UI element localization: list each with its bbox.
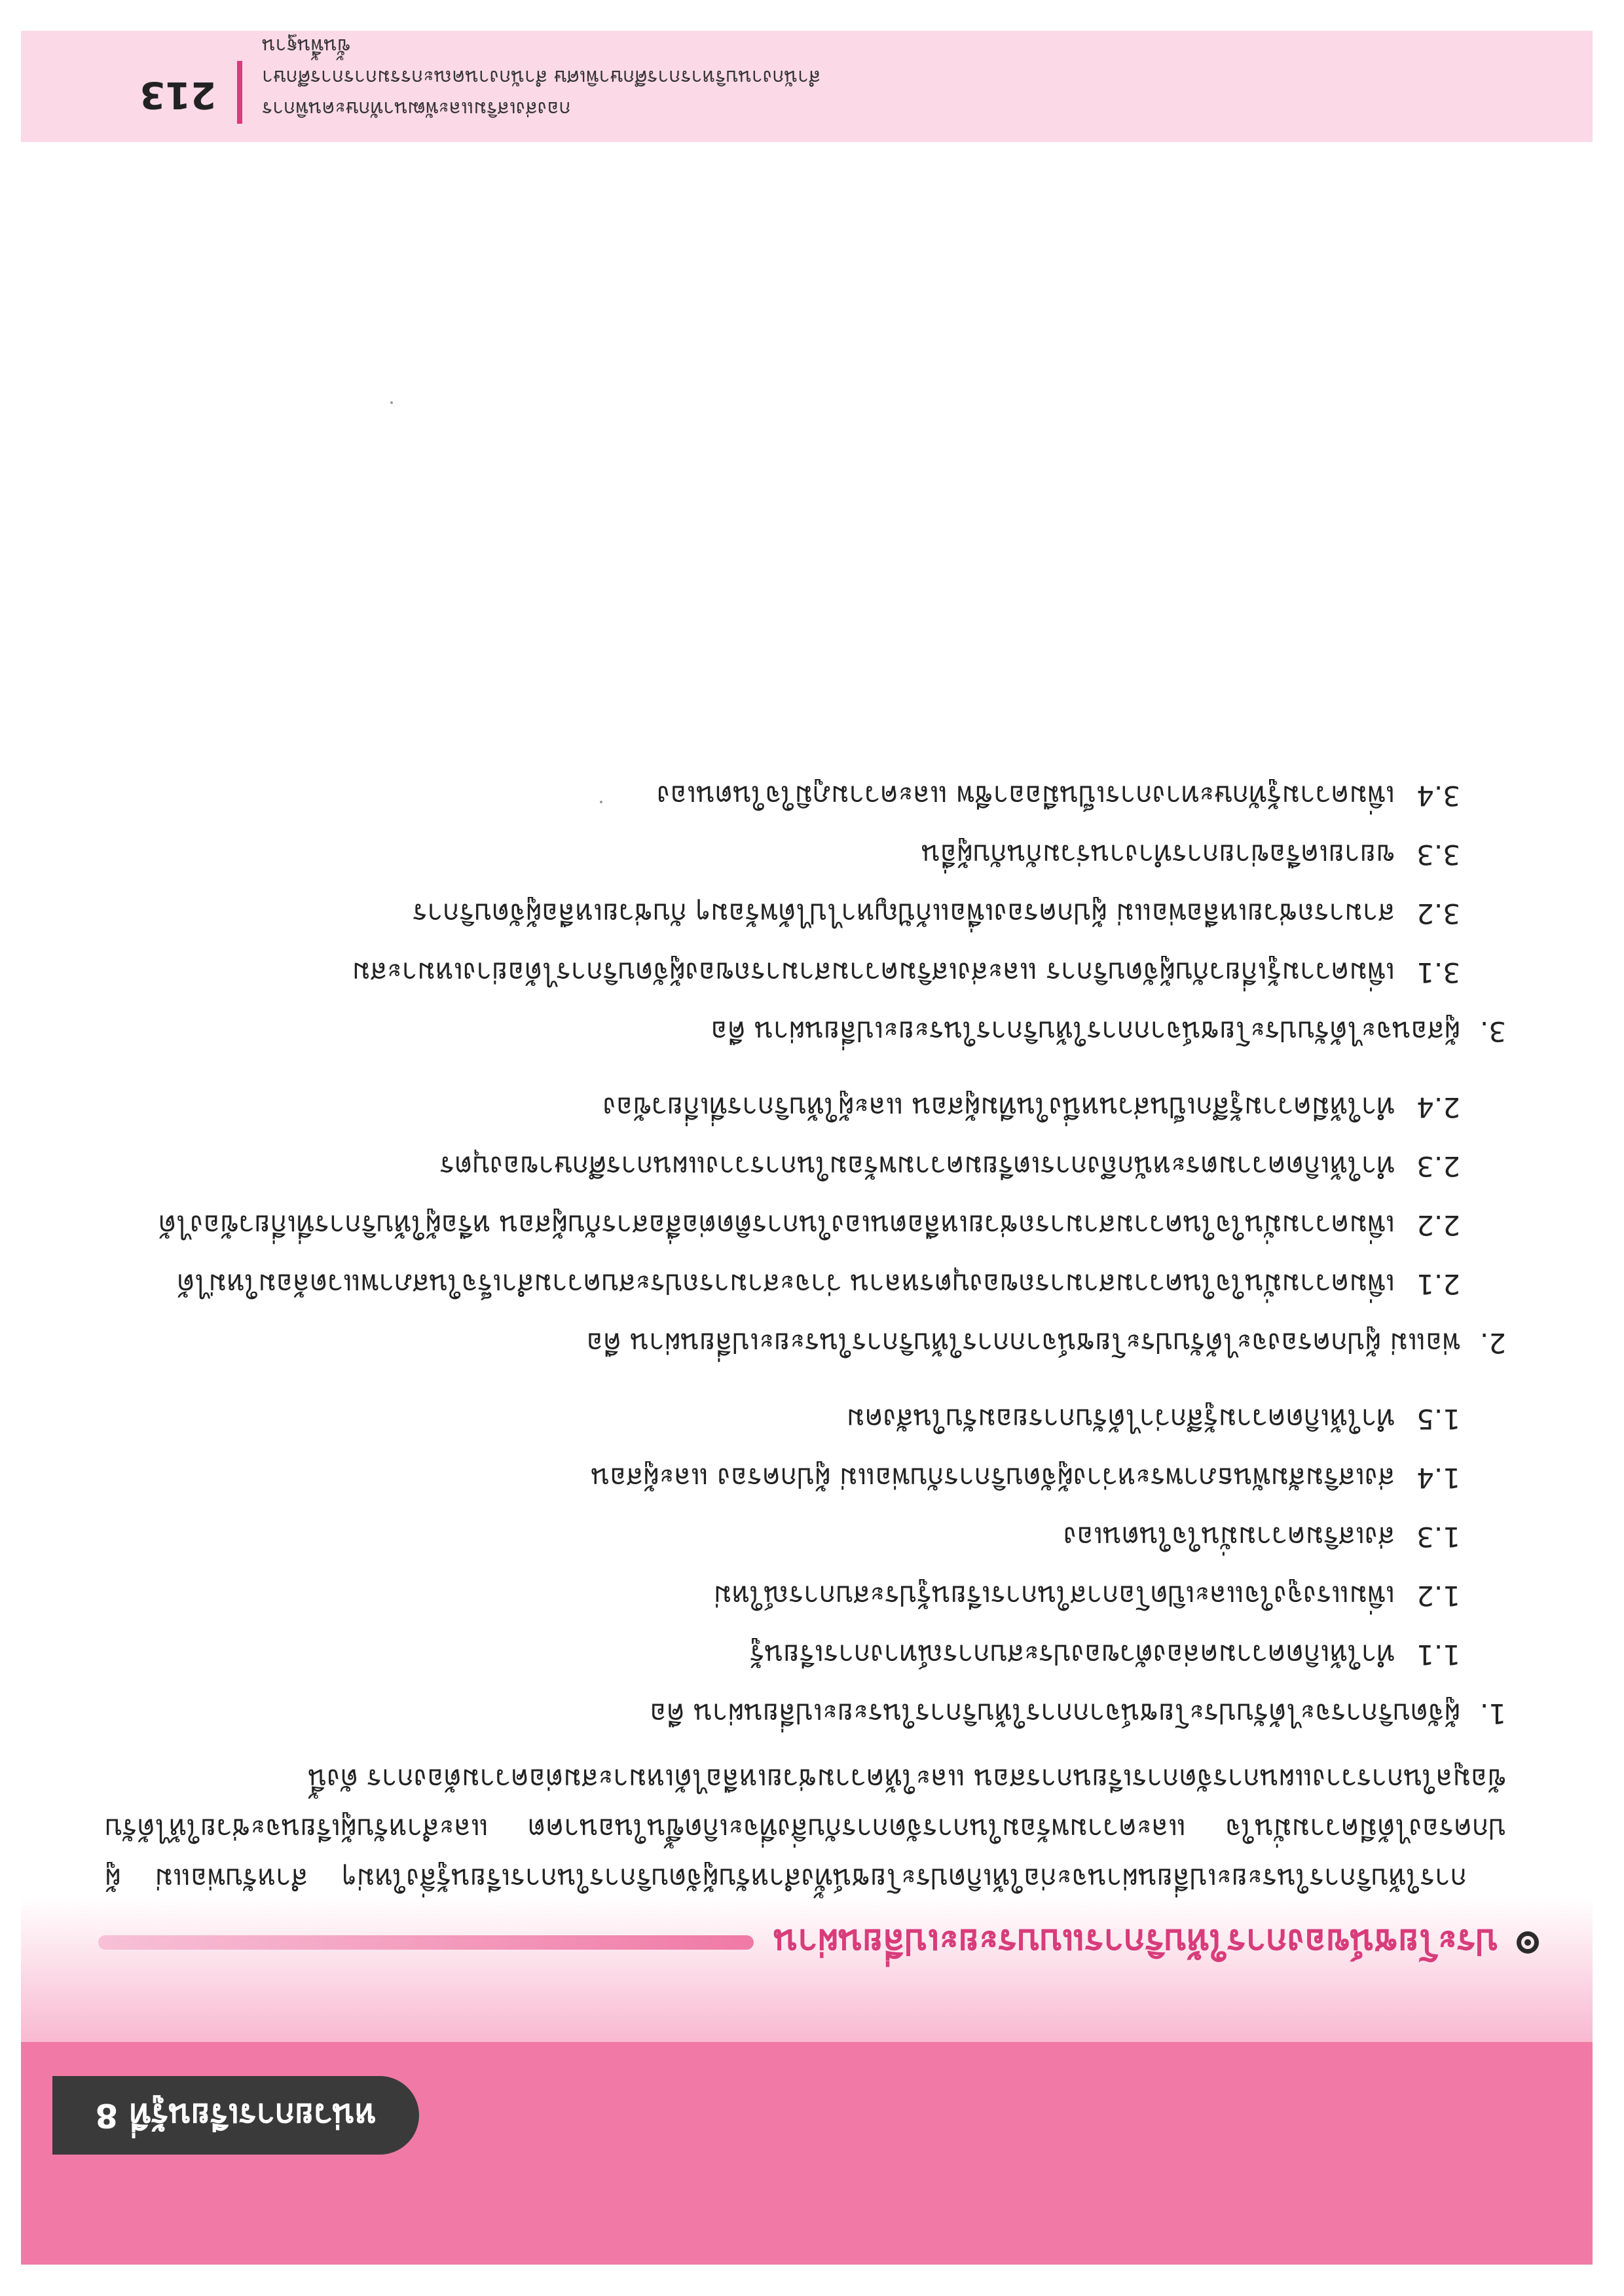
- sub-number: 2.1: [1416, 1268, 1460, 1300]
- sub-text: ทำให้เกิดความตระหนักถึงการเตรียมความพร้อมในการวางแผนการศึกษาของบุตร: [439, 1150, 1395, 1182]
- sub-item: [105, 947, 1506, 997]
- sub-item: [105, 1141, 1506, 1191]
- footer-line-1: กองส่งเสริมและพัฒนาทักษะคนพิการ: [262, 97, 571, 120]
- sub-number: 2.4: [1416, 1091, 1460, 1123]
- sub-number: 2.3: [1416, 1150, 1460, 1182]
- sub-item: [105, 771, 1506, 820]
- item-text: พ่อแม่ ผู้ปกครองจะได้รับประโยชน์จากการให้บริการในระยะเปลี่ยนผ่าน คือ: [586, 1327, 1460, 1359]
- sub-text: ทำให้เกิดความคล่องตัวของประสบการณ์ทางการเรียนรู้: [749, 1639, 1395, 1671]
- sub-number: 3.3: [1416, 839, 1460, 871]
- footer-divider: [237, 61, 242, 124]
- scan-speck: [390, 401, 393, 404]
- list-item: [105, 1688, 1506, 1738]
- heading-rule: [98, 1935, 754, 1950]
- body-text: [105, 771, 1506, 1903]
- item-number: 3.: [1479, 1015, 1506, 1048]
- sub-number: 2.2: [1416, 1209, 1460, 1241]
- intro-paragraph: การให้บริการในระยะเปลี่ยนผ่านจะก่อให้เกิดประโยชน์ทั้งสำหรับผู้จัดบริการในการเรียนรู้สิ่งใหม่ๆ สำหรับพ่อแม่ ผู้ปกครองได้มีความมั่นใจ และความพร้อมในการจัดการกับสิ่งที่จะเกิดขึ้นในอนาคต และสำหรับผู้เรียนจะช่วยให้ได้รับข้อมูลในการวางแผนการจัดการเรียนการสอน และให้ความช่วยเหลือได้เหมาะสมต่อความต้องการ ดังนี้: [105, 1763, 1506, 1895]
- bullet-icon: [1517, 1931, 1539, 1954]
- sub-number: 1.2: [1416, 1580, 1460, 1612]
- sub-item: [105, 1082, 1506, 1132]
- sub-item: [105, 1394, 1506, 1444]
- item-number: 1.: [1479, 1698, 1506, 1730]
- sub-text: เพิ่มความมั่นใจในความสามารถของบุตรหลาน ว่าจะสามารถประสบความสำเร็จในสภาพแวดล้อมใหม่ได้: [176, 1268, 1395, 1300]
- sub-number: 1.5: [1416, 1403, 1460, 1435]
- sub-number: 1.1: [1416, 1639, 1460, 1671]
- section-title: ประโยชน์ของการให้บริการแบบระยะเปลี่ยนผ่าน: [773, 1922, 1498, 1963]
- sub-text: เพิ่มความรู้ทักษะทางการเป็นมืออาชีพ และความภูมิใจในตนเอง: [656, 780, 1395, 812]
- sub-text: เพิ่มความมั่นใจในความสามารถช่วยเหลือตนเองในการติดต่อสื่อสารกับผู้สอน หรือผู้ให้บริการที่เกี่ยวข้องได้: [158, 1209, 1395, 1241]
- section-heading: [98, 1916, 1539, 1969]
- sub-text: ส่งเสริมสัมพันธภาพระหว่างผู้จัดบริการกับพ่อแม่ ผู้ปกครอง และผู้สอน: [591, 1462, 1395, 1494]
- sub-text: ทำให้เกิดความรู้สึกว่าได้รับการยอมรับในสังคม: [846, 1403, 1395, 1435]
- sub-text: ส่งเสริมความมั่นใจในตนเอง: [1063, 1521, 1395, 1553]
- sub-item: [105, 888, 1506, 938]
- sub-number: 3.4: [1416, 780, 1460, 812]
- footer-line-2: สำนักงานบริหารการศึกษาพิเศษ สำนักงานคณะกรรมการการศึกษาขั้นพื้นฐาน: [262, 34, 821, 88]
- unit-label-tab: หน่วยการเรียนรู้ที่ 8: [52, 2076, 419, 2155]
- sub-text: ขยายเครือข่ายการทำงานร่วมกันกับผู้อื่น: [921, 839, 1395, 871]
- item-text: ผู้สอนจะได้รับประโยชน์จากการให้บริการในระยะเปลี่ยนผ่าน คือ: [710, 1015, 1460, 1048]
- sub-item: [105, 1259, 1506, 1309]
- sub-number: 3.1: [1416, 957, 1460, 989]
- sub-number: 1.3: [1416, 1521, 1460, 1553]
- sub-number: 3.2: [1416, 898, 1460, 930]
- sub-item: [105, 1453, 1506, 1503]
- sub-item: [105, 1630, 1506, 1679]
- list-item: [105, 1318, 1506, 1368]
- page-number: 213: [139, 73, 216, 116]
- footer-publisher: [262, 29, 825, 124]
- sub-text: สามารถช่วยเหลือพ่อแม่ ผู้ปกครองเพื่อแก้ปัญหาไปได้พร้อมๆ กับช่วยเหลือผู้จัดบริการ: [412, 898, 1395, 930]
- sub-item: [105, 829, 1506, 879]
- sub-text: เพิ่มความรู้เกี่ยวกับผู้จัดบริการ และส่งเสริมความสามารถของผู้จัดบริการได้อย่างเหมาะสม: [352, 957, 1395, 989]
- sub-text: เพิ่มแรงจูงใจและเปิดโอกาสในการเรียนรู้ประสบการณ์ใหม่: [713, 1580, 1395, 1612]
- list-item: [105, 1006, 1506, 1056]
- item-text: ผู้จัดบริการจะได้รับประโยชน์จากการให้บริการในระยะเปลี่ยนผ่าน คือ: [650, 1698, 1460, 1730]
- scan-speck: [600, 801, 602, 803]
- sub-item: [105, 1512, 1506, 1561]
- sub-text: ทำให้มีความรู้สึกเป็นส่วนหนึ่งในทีมผู้สอน และผู้ให้บริการที่เกี่ยวข้อง: [602, 1091, 1395, 1123]
- item-number: 2.: [1479, 1327, 1506, 1359]
- sub-item: [105, 1571, 1506, 1620]
- sub-item: [105, 1200, 1506, 1250]
- sub-number: 1.4: [1416, 1462, 1460, 1494]
